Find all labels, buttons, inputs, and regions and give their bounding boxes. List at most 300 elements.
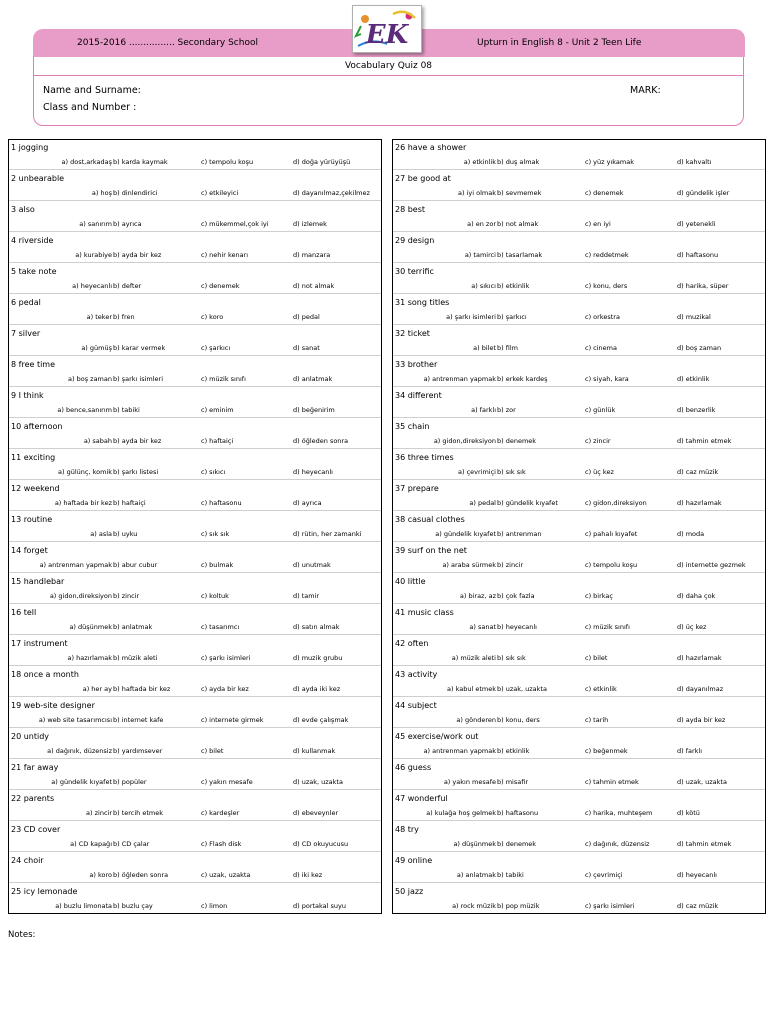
option-c[interactable]: c) yüz yıkamak bbox=[585, 158, 634, 166]
option-b[interactable]: b) tasarlamak bbox=[497, 251, 543, 259]
option-a[interactable]: a) antrenman yapmak bbox=[423, 375, 496, 383]
option-c[interactable]: c) birkaç bbox=[585, 592, 613, 600]
option-b[interactable]: b) zor bbox=[497, 406, 516, 414]
answer-options bbox=[393, 651, 765, 665]
option-a[interactable]: a) kurabiye bbox=[75, 251, 112, 259]
question-item bbox=[393, 357, 765, 388]
row-divider bbox=[393, 293, 765, 294]
question-word: 21 far away bbox=[11, 763, 59, 772]
option-a[interactable]: a) anlatmak bbox=[456, 871, 496, 879]
answer-options bbox=[393, 248, 765, 262]
option-d[interactable]: d) CD okuyucusu bbox=[293, 840, 349, 848]
row-divider bbox=[9, 634, 381, 635]
option-b[interactable]: b) şarkı isimleri bbox=[113, 375, 164, 383]
option-b[interactable]: b) zincir bbox=[113, 592, 140, 600]
option-b[interactable]: b) denemek bbox=[497, 437, 537, 445]
option-b[interactable]: b) uzak, uzakta bbox=[497, 685, 547, 693]
option-c[interactable]: c) eminim bbox=[201, 406, 234, 414]
student-info-box bbox=[33, 57, 744, 126]
option-b[interactable]: b) misafir bbox=[497, 778, 529, 786]
row-divider bbox=[9, 200, 381, 201]
option-a[interactable]: a) bence,sanırım bbox=[57, 406, 112, 414]
option-d[interactable]: d) yetenekli bbox=[677, 220, 716, 228]
row-divider bbox=[393, 541, 765, 542]
option-b[interactable]: b) erkek kardeş bbox=[497, 375, 548, 383]
option-c[interactable]: c) koro bbox=[201, 313, 224, 321]
answer-options bbox=[393, 589, 765, 603]
option-c[interactable]: c) zincir bbox=[585, 437, 611, 445]
option-a[interactable]: a) gündelik kıyafet bbox=[51, 778, 112, 786]
option-a[interactable]: a) asla bbox=[90, 530, 112, 538]
option-a[interactable]: a) biraz, az bbox=[459, 592, 496, 600]
row-divider bbox=[9, 448, 381, 449]
question-item bbox=[9, 481, 381, 512]
question-item bbox=[9, 822, 381, 853]
question-item bbox=[393, 264, 765, 295]
option-c[interactable]: c) nehir kenarı bbox=[201, 251, 249, 259]
option-a[interactable]: a) hoş bbox=[91, 189, 112, 197]
question-item bbox=[393, 171, 765, 202]
question-item bbox=[393, 512, 765, 543]
question-word: 2 unbearable bbox=[11, 174, 65, 183]
answer-options bbox=[393, 558, 765, 572]
answer-options bbox=[393, 186, 765, 200]
option-a[interactable]: a) şarkı isimleri bbox=[446, 313, 496, 321]
option-d[interactable]: d) anlatmak bbox=[293, 375, 333, 383]
option-d[interactable]: d) tamir bbox=[293, 592, 320, 600]
option-d[interactable]: d) heyecanlı bbox=[293, 468, 333, 476]
option-b[interactable]: b) haftaiçi bbox=[113, 499, 146, 507]
option-b[interactable]: b) gündelik kıyafet bbox=[497, 499, 558, 507]
option-c[interactable]: c) şarkı isimleri bbox=[585, 902, 635, 910]
option-a[interactable]: a) kulağa hoş gelmek bbox=[426, 809, 496, 817]
option-a[interactable]: a) sanat bbox=[469, 623, 496, 631]
question-item bbox=[9, 450, 381, 481]
option-d[interactable]: d) manzara bbox=[293, 251, 331, 259]
option-c[interactable]: c) üç kez bbox=[585, 468, 614, 476]
option-c[interactable]: c) tempolu koşu bbox=[201, 158, 254, 166]
option-c[interactable]: c) uzak, uzakta bbox=[201, 871, 251, 879]
option-d[interactable]: d) harika, süper bbox=[677, 282, 729, 290]
option-a[interactable]: a) çevrimiçi bbox=[457, 468, 496, 476]
option-c[interactable]: c) gidon,direksiyon bbox=[585, 499, 647, 507]
option-d[interactable]: d) öğleden sonra bbox=[293, 437, 349, 445]
option-a[interactable]: a) düşünmek bbox=[69, 623, 112, 631]
option-d[interactable]: d) boş zaman bbox=[677, 344, 722, 352]
option-b[interactable]: b) defter bbox=[113, 282, 142, 290]
ek-logo bbox=[352, 5, 422, 53]
option-c[interactable]: c) müzik sınıfı bbox=[585, 623, 630, 631]
option-b[interactable]: b) pop müzik bbox=[497, 902, 540, 910]
option-c[interactable]: c) mükemmel,çok iyi bbox=[201, 220, 269, 228]
option-d[interactable]: d) hazırlamak bbox=[677, 499, 722, 507]
option-a[interactable]: a) buzlu limonata bbox=[55, 902, 112, 910]
option-a[interactable]: a) gülünç, komik bbox=[58, 468, 112, 476]
option-c[interactable]: c) tasarımcı bbox=[201, 623, 240, 631]
option-b[interactable]: b) ayrıca bbox=[113, 220, 142, 228]
option-d[interactable]: d) kahvaltı bbox=[677, 158, 712, 166]
question-item bbox=[9, 202, 381, 233]
option-d[interactable]: d) dayanılmaz,çekilmez bbox=[293, 189, 370, 197]
question-word: 45 exercise/work out bbox=[395, 732, 479, 741]
option-d[interactable]: d) not almak bbox=[293, 282, 335, 290]
option-b[interactable]: b) denemek bbox=[497, 840, 537, 848]
question-item bbox=[9, 729, 381, 760]
option-d[interactable]: d) pedal bbox=[293, 313, 320, 321]
question-item bbox=[393, 884, 765, 915]
question-item bbox=[9, 264, 381, 295]
option-b[interactable]: b) sevmemek bbox=[497, 189, 542, 197]
row-divider bbox=[9, 479, 381, 480]
answer-options bbox=[393, 496, 765, 510]
option-c[interactable]: c) şarkı isimleri bbox=[201, 654, 251, 662]
question-word: 44 subject bbox=[395, 701, 437, 710]
answer-options bbox=[9, 899, 381, 913]
option-d[interactable]: d) ayda iki kez bbox=[293, 685, 341, 693]
row-divider bbox=[9, 324, 381, 325]
option-b[interactable]: b) zincir bbox=[497, 561, 524, 569]
option-b[interactable]: b) popüler bbox=[113, 778, 147, 786]
option-c[interactable]: c) orkestra bbox=[585, 313, 620, 321]
option-a[interactable]: a) en zor bbox=[467, 220, 496, 228]
option-c[interactable]: c) en iyi bbox=[585, 220, 611, 228]
answer-options bbox=[9, 744, 381, 758]
row-divider bbox=[393, 479, 765, 480]
question-item bbox=[9, 760, 381, 791]
option-c[interactable]: c) çevrimiçi bbox=[585, 871, 623, 879]
option-b[interactable]: b) tercih etmek bbox=[113, 809, 164, 817]
option-a[interactable]: a) dost,arkadaş bbox=[61, 158, 112, 166]
answer-options bbox=[9, 589, 381, 603]
option-c[interactable]: c) koltuk bbox=[201, 592, 229, 600]
option-c[interactable]: c) sık sık bbox=[201, 530, 230, 538]
option-d[interactable]: d) doğa yürüyüşü bbox=[293, 158, 351, 166]
school-year-label: 2015-2016 ................ Secondary School bbox=[77, 38, 258, 48]
answer-options bbox=[9, 682, 381, 696]
option-d[interactable]: d) uzak, uzakta bbox=[293, 778, 343, 786]
option-c[interactable]: c) haftaiçi bbox=[201, 437, 234, 445]
option-d[interactable]: d) muzikal bbox=[677, 313, 711, 321]
option-d[interactable]: d) ayda bir kez bbox=[677, 716, 726, 724]
option-c[interactable]: c) Flash disk bbox=[201, 840, 242, 848]
option-a[interactable]: a) pedal bbox=[469, 499, 496, 507]
option-c[interactable]: c) pahalı kıyafet bbox=[585, 530, 638, 538]
option-d[interactable]: d) dayanılmaz bbox=[677, 685, 724, 693]
question-item bbox=[9, 140, 381, 171]
question-item bbox=[393, 729, 765, 760]
option-d[interactable]: d) benzerlik bbox=[677, 406, 716, 414]
row-divider bbox=[9, 851, 381, 852]
answer-options bbox=[9, 465, 381, 479]
option-b[interactable]: b) etkinlik bbox=[497, 747, 530, 755]
row-divider bbox=[9, 231, 381, 232]
option-c[interactable]: c) dağınık, düzensiz bbox=[585, 840, 650, 848]
row-divider bbox=[393, 882, 765, 883]
option-d[interactable]: d) sanat bbox=[293, 344, 320, 352]
option-d[interactable]: d) iki kez bbox=[293, 871, 323, 879]
option-a[interactable]: a) her ay bbox=[82, 685, 112, 693]
option-c[interactable]: c) siyah, kara bbox=[585, 375, 629, 383]
option-a[interactable]: a) gümüş bbox=[81, 344, 112, 352]
row-divider bbox=[393, 665, 765, 666]
option-a[interactable]: a) gidon,direksiyon bbox=[49, 592, 112, 600]
option-a[interactable]: a) antrenman yapmak bbox=[39, 561, 112, 569]
question-word: 33 brother bbox=[395, 360, 438, 369]
option-b[interactable]: b) anlatmak bbox=[113, 623, 153, 631]
option-d[interactable]: d) kötü bbox=[677, 809, 700, 817]
option-b[interactable]: b) etkinlik bbox=[497, 282, 530, 290]
option-c[interactable]: c) beğenmek bbox=[585, 747, 628, 755]
row-divider bbox=[9, 696, 381, 697]
option-c[interactable]: c) tarih bbox=[585, 716, 609, 724]
ek-logo-graphic bbox=[353, 6, 421, 52]
option-a[interactable]: a) dağınık, düzensiz bbox=[47, 747, 112, 755]
answer-options bbox=[9, 372, 381, 386]
option-a[interactable]: a) heyecanlı bbox=[72, 282, 112, 290]
question-word: 3 also bbox=[11, 205, 35, 214]
row-divider bbox=[393, 634, 765, 635]
option-d[interactable]: d) kullanmak bbox=[293, 747, 336, 755]
question-word: 13 routine bbox=[11, 515, 53, 524]
option-b[interactable]: b) şarkıcı bbox=[497, 313, 527, 321]
answer-options bbox=[393, 620, 765, 634]
option-d[interactable]: d) internette gezmek bbox=[677, 561, 746, 569]
option-a[interactable]: a) etkinlik bbox=[463, 158, 496, 166]
option-b[interactable]: b) öğleden sonra bbox=[113, 871, 169, 879]
option-d[interactable]: d) izlemek bbox=[293, 220, 327, 228]
question-item bbox=[9, 388, 381, 419]
option-b[interactable]: b) film bbox=[497, 344, 518, 352]
question-word: 22 parents bbox=[11, 794, 55, 803]
option-a[interactable]: a) müzik aleti bbox=[451, 654, 496, 662]
question-word: 23 CD cover bbox=[11, 825, 61, 834]
answer-options bbox=[9, 806, 381, 820]
option-d[interactable]: d) daha çok bbox=[677, 592, 716, 600]
option-b[interactable]: b) çok fazla bbox=[497, 592, 535, 600]
question-word: 50 jazz bbox=[395, 887, 424, 896]
option-d[interactable]: d) moda bbox=[677, 530, 705, 538]
option-a[interactable]: a) gündelik kıyafet bbox=[435, 530, 496, 538]
option-d[interactable]: d) etkinlik bbox=[677, 375, 710, 383]
row-divider bbox=[393, 200, 765, 201]
option-a[interactable]: a) hazırlamak bbox=[67, 654, 112, 662]
option-d[interactable]: d) muzik grubu bbox=[293, 654, 343, 662]
question-item bbox=[9, 357, 381, 388]
option-c[interactable]: c) günlük bbox=[585, 406, 616, 414]
answer-options bbox=[393, 837, 765, 851]
option-b[interactable]: b) heyecanlı bbox=[497, 623, 537, 631]
option-a[interactable]: a) tamirci bbox=[464, 251, 496, 259]
option-d[interactable]: d) heyecanlı bbox=[677, 871, 717, 879]
question-item bbox=[9, 543, 381, 574]
row-divider bbox=[9, 820, 381, 821]
question-item bbox=[393, 698, 765, 729]
option-b[interactable]: b) sık sık bbox=[497, 654, 526, 662]
row-divider bbox=[393, 231, 765, 232]
option-d[interactable]: d) üç kez bbox=[677, 623, 707, 631]
row-divider bbox=[393, 355, 765, 356]
option-a[interactable]: a) rock müzik bbox=[452, 902, 496, 910]
row-divider bbox=[393, 169, 765, 170]
question-word: 29 design bbox=[395, 236, 435, 245]
option-b[interactable]: b) sık sık bbox=[497, 468, 526, 476]
option-a[interactable]: a) düşünmek bbox=[453, 840, 496, 848]
option-c[interactable]: c) konu, ders bbox=[585, 282, 628, 290]
option-b[interactable]: b) tabiki bbox=[497, 871, 524, 879]
option-d[interactable]: d) caz müzik bbox=[677, 468, 719, 476]
option-d[interactable]: d) farklı bbox=[677, 747, 703, 755]
answer-options bbox=[393, 217, 765, 231]
option-a[interactable]: a) bilet bbox=[473, 344, 496, 352]
option-b[interactable]: b) fren bbox=[113, 313, 135, 321]
option-c[interactable]: c) sıkıcı bbox=[201, 468, 226, 476]
option-b[interactable]: b) ayda bir kez bbox=[113, 251, 162, 259]
option-c[interactable]: c) limon bbox=[201, 902, 228, 910]
option-c[interactable]: c) etkileyici bbox=[201, 189, 239, 197]
option-b[interactable]: b) buzlu çay bbox=[113, 902, 153, 910]
option-a[interactable]: a) kabul etmek bbox=[447, 685, 496, 693]
option-c[interactable]: c) harika, muhteşem bbox=[585, 809, 653, 817]
option-b[interactable]: b) uyku bbox=[113, 530, 138, 538]
option-b[interactable]: b) antrenman bbox=[497, 530, 542, 538]
option-d[interactable]: d) portakal suyu bbox=[293, 902, 347, 910]
option-a[interactable]: a) boş zaman bbox=[68, 375, 112, 383]
option-b[interactable]: b) haftada bir kez bbox=[113, 685, 171, 693]
option-a[interactable]: a) sanırım bbox=[79, 220, 112, 228]
question-word: 7 silver bbox=[11, 329, 41, 338]
option-d[interactable]: d) satın almak bbox=[293, 623, 340, 631]
answer-options bbox=[9, 310, 381, 324]
row-divider bbox=[9, 386, 381, 387]
question-word: 9 I think bbox=[11, 391, 44, 400]
option-d[interactable]: d) unutmak bbox=[293, 561, 331, 569]
option-b[interactable]: b) karda kaymak bbox=[113, 158, 168, 166]
quiz-title: Vocabulary Quiz 08 bbox=[34, 57, 743, 76]
option-a[interactable]: a) CD kapağı bbox=[70, 840, 112, 848]
option-c[interactable]: c) şarkıcı bbox=[201, 344, 231, 352]
option-a[interactable]: a) haftada bir kez bbox=[54, 499, 112, 507]
question-item bbox=[9, 698, 381, 729]
option-b[interactable]: b) konu, ders bbox=[497, 716, 540, 724]
option-c[interactable]: c) reddetmek bbox=[585, 251, 629, 259]
row-divider bbox=[9, 293, 381, 294]
option-b[interactable]: b) ayda bir kez bbox=[113, 437, 162, 445]
option-b[interactable]: b) haftasonu bbox=[497, 809, 539, 817]
option-d[interactable]: d) haftasonu bbox=[677, 251, 719, 259]
option-b[interactable]: b) not almak bbox=[497, 220, 539, 228]
option-b[interactable]: b) tabiki bbox=[113, 406, 140, 414]
option-a[interactable]: a) sıkıcı bbox=[471, 282, 496, 290]
option-b[interactable]: b) duş almak bbox=[497, 158, 540, 166]
option-a[interactable]: a) web site tasarımcısı bbox=[38, 716, 112, 724]
option-a[interactable]: a) sabah bbox=[83, 437, 112, 445]
option-b[interactable]: b) karar vermek bbox=[113, 344, 166, 352]
option-d[interactable]: d) hazırlamak bbox=[677, 654, 722, 662]
option-a[interactable]: a) araba sürmek bbox=[442, 561, 496, 569]
question-item bbox=[9, 605, 381, 636]
answer-options bbox=[393, 341, 765, 355]
option-d[interactable]: d) beğenirim bbox=[293, 406, 335, 414]
option-c[interactable]: c) bilet bbox=[201, 747, 224, 755]
question-word: 31 song titles bbox=[395, 298, 450, 307]
question-word: 24 choir bbox=[11, 856, 44, 865]
option-a[interactable]: a) zincir bbox=[86, 809, 112, 817]
option-b[interactable]: b) internet kafe bbox=[113, 716, 164, 724]
row-divider bbox=[9, 169, 381, 170]
option-c[interactable]: c) haftasonu bbox=[201, 499, 242, 507]
option-d[interactable]: d) rütin, her zamanki bbox=[293, 530, 362, 538]
option-c[interactable]: c) müzik sınıfı bbox=[201, 375, 246, 383]
option-d[interactable]: d) gündelik işler bbox=[677, 189, 730, 197]
option-d[interactable]: d) caz müzik bbox=[677, 902, 719, 910]
option-d[interactable]: d) uzak, uzakta bbox=[677, 778, 727, 786]
option-d[interactable]: d) tahmin etmek bbox=[677, 437, 732, 445]
option-c[interactable]: c) tempolu koşu bbox=[585, 561, 638, 569]
option-a[interactable]: a) yakın mesafe bbox=[443, 778, 496, 786]
row-divider bbox=[9, 727, 381, 728]
option-d[interactable]: d) ebeveynler bbox=[293, 809, 339, 817]
option-c[interactable]: c) yakın mesafe bbox=[201, 778, 253, 786]
option-c[interactable]: c) bilet bbox=[585, 654, 608, 662]
option-c[interactable]: c) internete girmek bbox=[201, 716, 264, 724]
option-a[interactable]: a) teker bbox=[86, 313, 112, 321]
question-item bbox=[393, 233, 765, 264]
option-b[interactable]: b) dinlendirici bbox=[113, 189, 158, 197]
question-item bbox=[9, 667, 381, 698]
row-divider bbox=[393, 324, 765, 325]
option-d[interactable]: d) tahmin etmek bbox=[677, 840, 732, 848]
option-a[interactable]: a) antrenman yapmak bbox=[423, 747, 496, 755]
option-a[interactable]: a) farklı bbox=[471, 406, 496, 414]
question-word: 48 try bbox=[395, 825, 419, 834]
option-a[interactable]: a) koro bbox=[89, 871, 112, 879]
option-b[interactable]: b) şarkı listesi bbox=[113, 468, 159, 476]
question-word: 11 exciting bbox=[11, 453, 56, 462]
option-a[interactable]: a) iyi olmak bbox=[458, 189, 496, 197]
question-word: 38 casual clothes bbox=[395, 515, 465, 524]
option-c[interactable]: c) cinema bbox=[585, 344, 617, 352]
option-a[interactable]: a) gönderen bbox=[456, 716, 496, 724]
option-d[interactable]: d) evde çalışmak bbox=[293, 716, 349, 724]
option-b[interactable]: b) yardımsever bbox=[113, 747, 163, 755]
option-b[interactable]: b) CD çalar bbox=[113, 840, 150, 848]
question-word: 4 riverside bbox=[11, 236, 54, 245]
question-word: 25 icy lemonade bbox=[11, 887, 78, 896]
option-b[interactable]: b) müzik aleti bbox=[113, 654, 158, 662]
row-divider bbox=[9, 355, 381, 356]
option-c[interactable]: c) ayda bir kez bbox=[201, 685, 249, 693]
question-item bbox=[393, 543, 765, 574]
option-c[interactable]: c) denemek bbox=[585, 189, 624, 197]
option-c[interactable]: c) etkinlik bbox=[585, 685, 617, 693]
option-b[interactable]: b) abur cubur bbox=[113, 561, 158, 569]
option-d[interactable]: d) ayrıca bbox=[293, 499, 322, 507]
option-c[interactable]: c) kardeşler bbox=[201, 809, 240, 817]
question-word: 8 free time bbox=[11, 360, 56, 369]
question-item bbox=[393, 326, 765, 357]
question-word: 20 untidy bbox=[11, 732, 50, 741]
option-c[interactable]: c) denemek bbox=[201, 282, 240, 290]
answer-options bbox=[393, 310, 765, 324]
question-item bbox=[9, 636, 381, 667]
question-word: 35 chain bbox=[395, 422, 430, 431]
answer-options bbox=[393, 713, 765, 727]
option-c[interactable]: c) tahmin etmek bbox=[585, 778, 639, 786]
option-c[interactable]: c) bulmak bbox=[201, 561, 234, 569]
row-divider bbox=[393, 820, 765, 821]
answer-options bbox=[393, 775, 765, 789]
option-a[interactable]: a) gidon,direksiyon bbox=[433, 437, 496, 445]
